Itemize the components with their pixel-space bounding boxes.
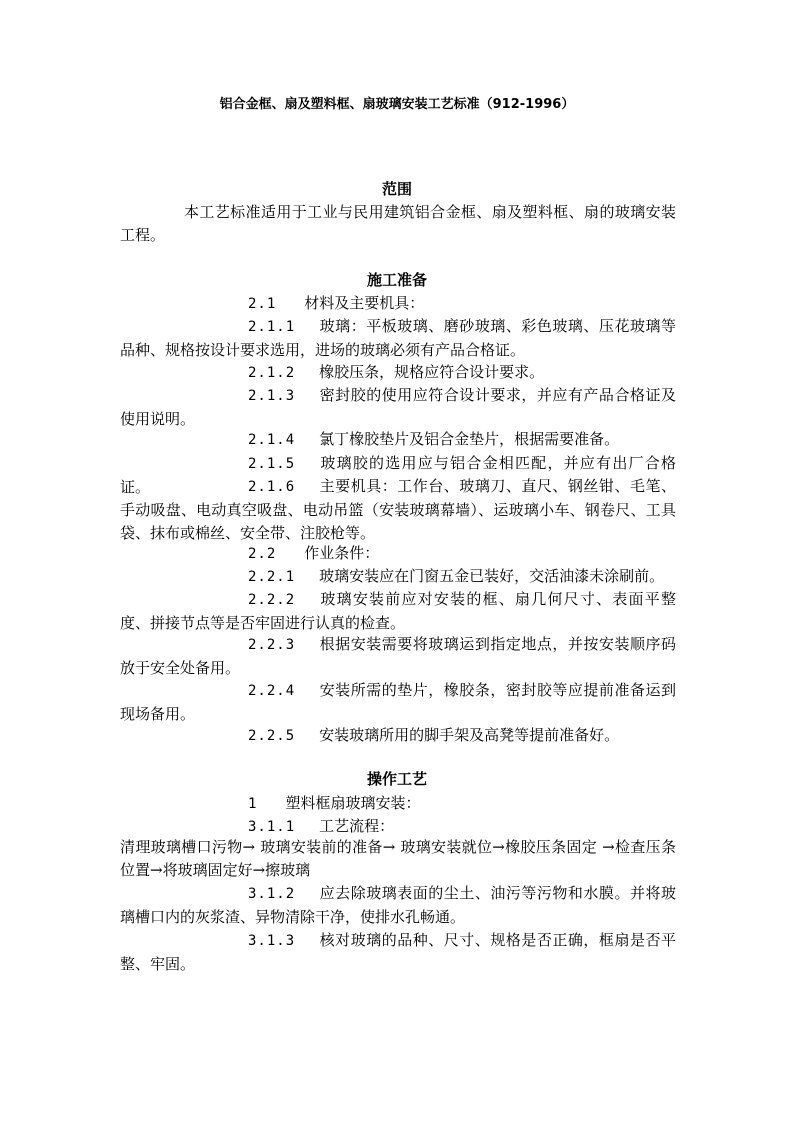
list-item: 2.2.5 安装玻璃所用的脚手架及高凳等提前准备好。 [248,726,620,744]
list-item: 2.2 作业条件： [248,544,380,562]
list-item: 2.1.6 主要机具：工作台、玻璃刀、直尺、钢丝钳、毛笔、手动吸盘、电动真空吸盘、电动吊篮（安装玻璃幕墙）、运玻璃小车、钢卷尺、工具袋、抹布或棉丝、安全带、注胶枪等。 [120,477,676,542]
list-item: 3.1.3 核对玻璃的品种、尺寸、规格是否正确，框扇是否平整、牢固。 [120,931,676,973]
section-heading-operation: 操作工艺 [366,770,427,788]
list-item: 2.2.4 安装所需的垫片，橡胶条，密封胶等应提前准备运到现场备用。 [120,681,676,723]
list-item: 2.1.1 玻璃：平板玻璃、磨砂玻璃、彩色玻璃、压花玻璃等品种、规格按设计要求选用，进场的玻璃必须有产品合格证。 [120,317,676,359]
section-heading-scope: 范围 [381,180,412,198]
list-item: 2.1 材料及主要机具： [248,294,425,312]
list-item: 2.2.1 玻璃安装应在门窗五金已装好，交活油漆未涂刷前。 [248,567,665,585]
process-flow-paragraph: 清理玻璃槽口污物→ 玻璃安装前的准备→ 玻璃安装就位→橡胶压条固定 →检查压条位置→将玻璃固定好→擦玻璃 [120,838,676,879]
list-item: 2.2.3 根据安装需要将玻璃运到指定地点，并按安装顺序码放于安全处备用。 [120,635,676,677]
list-item: 1 塑料框扇玻璃安装： [248,794,421,812]
section-heading-preparation: 施工准备 [366,271,427,289]
list-item: 2.1.4 氯丁橡胶垫片及铝合金垫片，根据需要准备。 [248,430,620,448]
list-item: 3.1.1 工艺流程： [248,817,395,835]
list-item: 3.1.2 应去除玻璃表面的尘土、油污等污物和水膜。并将玻璃槽口内的灰浆渣、异物清除干净，使排水孔畅通。 [120,884,676,926]
document-title: 铝合金框、扇及塑料框、扇玻璃安装工艺标准（912-1996） [219,97,575,112]
list-item: 2.1.5 玻璃胶的选用应与铝合金相匹配，并应有出厂合格证。 [120,454,676,496]
list-item: 2.2.2 玻璃安装前应对安装的框、扇几何尺寸、表面平整度、拼接节点等是否牢固进行认真的检查。 [120,590,676,632]
list-item: 2.1.3 密封胶的使用应符合设计要求，并应有产品合格证及使用说明。 [120,386,676,428]
scope-paragraph: 本工艺标准适用于工业与民用建筑铝合金框、扇及塑料框、扇的玻璃安装工程。 [120,203,676,244]
list-item: 2.1.2 橡胶压条，规格应符合设计要求。 [248,363,545,381]
